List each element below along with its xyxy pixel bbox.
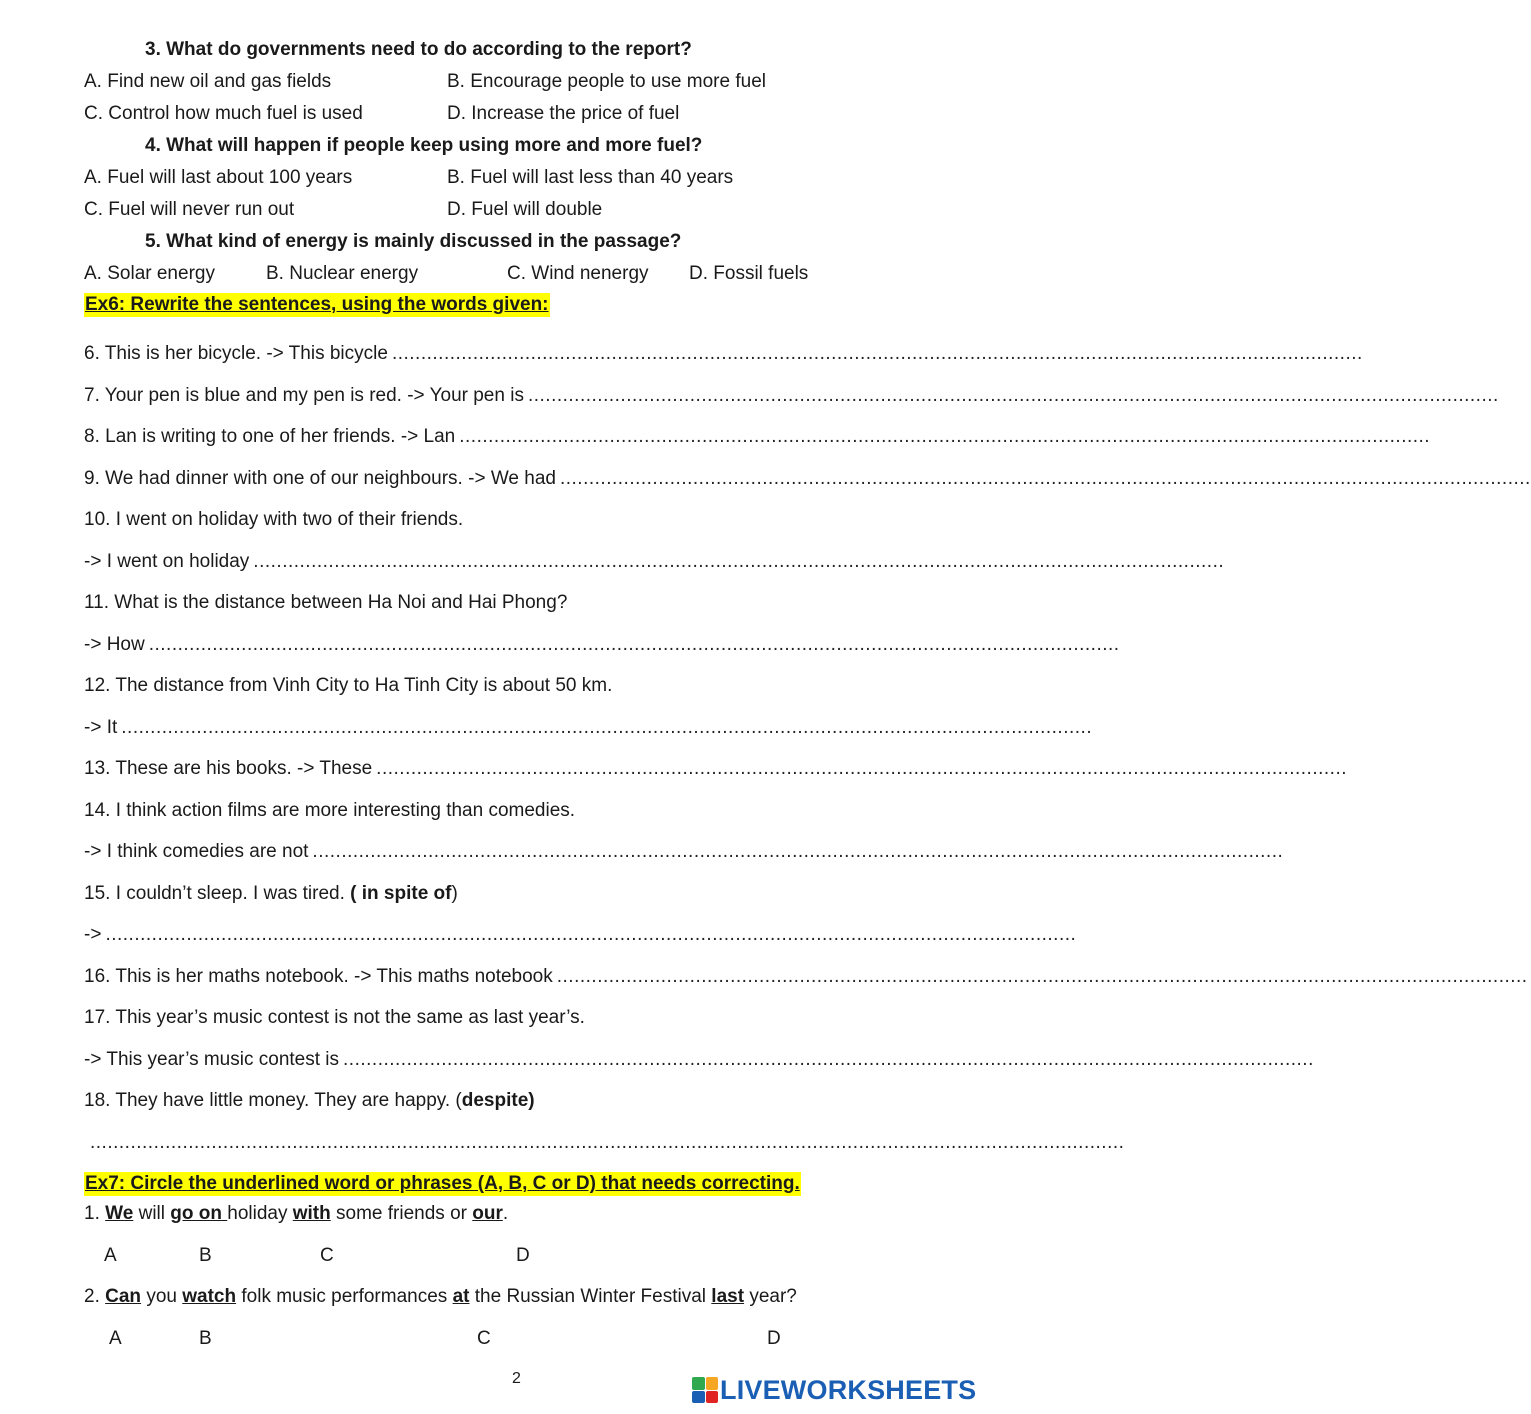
ex6-item-10-text: 10. I went on holiday with two of their friends.	[84, 509, 464, 530]
ex7-q1-text-2: holiday	[227, 1203, 293, 1224]
logo-square-2	[706, 1377, 719, 1390]
ex7-q1-part-d[interactable]: our	[472, 1203, 503, 1224]
ex6-item-11	[84, 632, 1120, 658]
ex7-q2-part-c[interactable]: at	[452, 1286, 470, 1307]
ex6-item-11-text: 11. What is the distance between Ha Noi and Hai Phong?	[84, 592, 568, 613]
ex7-q1-label-c: C	[320, 1245, 334, 1266]
ex7-q1-text-1: will	[133, 1203, 171, 1224]
ex6-item-9-answer-line[interactable]: ........................................................................................................................................................................	[559, 468, 1531, 489]
ex6-item-12	[84, 715, 1093, 741]
question-4: 4. What will happen if people keep using more and more fuel?	[145, 135, 703, 156]
ex6-item-15-close: )	[451, 883, 458, 904]
question-3: 3. What do governments need to do according to the report?	[145, 39, 692, 60]
ex6-item-14	[84, 839, 1284, 865]
ex6-item-10-prompt: -> I went on holiday	[84, 551, 250, 572]
ex6-item-14-answer-line[interactable]: ........................................................................................................................................................................	[312, 841, 1284, 862]
logo-square-3	[692, 1391, 705, 1404]
page-number: 2	[512, 1370, 521, 1387]
ex6-item-14-prompt: -> I think comedies are not	[84, 841, 309, 862]
question-5: 5. What kind of energy is mainly discussed in the passage?	[145, 231, 682, 252]
ex6-item-6	[84, 341, 1363, 367]
liveworksheets-logo-icon	[692, 1377, 718, 1403]
ex6-item-17	[84, 1047, 1314, 1073]
ex7-q1-text-3: some friends or	[330, 1203, 473, 1224]
liveworksheets-logo-text: LIVEWORKSHEETS	[720, 1374, 977, 1405]
ex6-item-15-prompt: ->	[84, 924, 102, 945]
ex6-item-13	[84, 756, 1348, 782]
ex7-q1-part-b[interactable]: go on	[170, 1203, 228, 1224]
ex7-q1-label-d: D	[516, 1245, 530, 1266]
logo-square-4	[706, 1391, 719, 1404]
q3-option-d[interactable]: D. Increase the price of fuel	[447, 103, 680, 124]
ex7-q1-label-a: A	[104, 1245, 117, 1266]
liveworksheets-logo[interactable]	[692, 1374, 976, 1406]
ex6-item-18-hint: despite)	[461, 1090, 535, 1111]
ex6-item-15	[84, 922, 1077, 948]
ex6-item-17-prompt: -> This year’s music contest is	[84, 1049, 340, 1070]
logo-square-1	[692, 1377, 705, 1390]
ex6-item-7-answer-line[interactable]: ........................................................................................................................................................................	[527, 385, 1499, 406]
ex6-item-18-answer-line[interactable]: ...................................................................................................................................................................................	[90, 1132, 1125, 1153]
ex6-item-18-sentence: 18. They have little money. They are happy. (	[84, 1090, 462, 1111]
q5-option-d[interactable]: D. Fossil fuels	[689, 263, 809, 284]
ex6-item-12-prompt: -> It	[84, 717, 118, 738]
ex6-item-8-answer-line[interactable]: ........................................................................................................................................................................	[459, 426, 1431, 447]
ex7-q2-part-d[interactable]: last	[711, 1286, 745, 1307]
ex6-item-18	[90, 1130, 1125, 1156]
ex6-item-12-text: 12. The distance from Vinh City to Ha Tinh City is about 50 km.	[84, 675, 613, 696]
ex7-q2-part-b[interactable]: watch	[182, 1286, 237, 1307]
ex7-q1-part-c[interactable]: with	[292, 1203, 331, 1224]
q3-option-c[interactable]: C. Control how much fuel is used	[84, 103, 363, 124]
ex6-item-13-text: 13. These are his books. -> These	[84, 758, 373, 779]
ex6-item-8	[84, 424, 1431, 450]
ex6-item-15-text	[84, 881, 912, 907]
ex6-item-10-answer-line[interactable]: ........................................................................................................................................................................	[253, 551, 1225, 572]
ex6-item-6-answer-line[interactable]: ........................................................................................................................................................................	[391, 343, 1363, 364]
ex7-q2-label-c: C	[477, 1328, 491, 1349]
ex6-item-12-answer-line[interactable]: ........................................................................................................................................................................	[121, 717, 1093, 738]
ex6-title: Ex6: Rewrite the sentences, using the words given:	[85, 294, 549, 315]
ex7-question-2	[84, 1284, 912, 1310]
ex7-q2-text-1: you	[141, 1286, 183, 1307]
ex7-q1-text-4: .	[502, 1203, 509, 1224]
ex6-item-18-text	[84, 1088, 912, 1114]
ex6-item-15-sentence: 15. I couldn’t sleep. I was tired.	[84, 883, 345, 904]
ex7-q2-label-d: D	[767, 1328, 781, 1349]
ex7-q1-label-b: B	[199, 1245, 212, 1266]
ex6-item-15-answer-line[interactable]: ........................................................................................................................................................................	[105, 924, 1077, 945]
q4-option-d[interactable]: D. Fuel will double	[447, 199, 603, 220]
q3-option-b[interactable]: B. Encourage people to use more fuel	[447, 71, 766, 92]
ex6-item-11-prompt: -> How	[84, 634, 145, 655]
q3-option-a[interactable]: A. Find new oil and gas fields	[84, 71, 332, 92]
ex6-item-9-text: 9. We had dinner with one of our neighbours. -> We had	[84, 468, 556, 489]
ex6-item-16-answer-line[interactable]: ........................................................................................................................................................................	[556, 966, 1528, 987]
q4-option-c[interactable]: C. Fuel will never run out	[84, 199, 295, 220]
q4-option-a[interactable]: A. Fuel will last about 100 years	[84, 167, 353, 188]
ex6-item-17-text: 17. This year’s music contest is not the same as last year’s.	[84, 1007, 585, 1028]
ex7-q1-part-a[interactable]: We	[105, 1203, 134, 1224]
ex6-item-14-text: 14. I think action films are more interesting than comedies.	[84, 800, 576, 821]
ex6-item-11-answer-line[interactable]: ........................................................................................................................................................................	[148, 634, 1120, 655]
q5-option-a[interactable]: A. Solar energy	[84, 263, 215, 284]
q4-option-b[interactable]: B. Fuel will last less than 40 years	[447, 167, 734, 188]
ex6-item-10	[84, 549, 1225, 575]
ex6-item-7	[84, 383, 1499, 409]
ex7-q2-number: 2.	[84, 1286, 100, 1307]
q5-option-b[interactable]: B. Nuclear energy	[266, 263, 419, 284]
ex6-item-17-answer-line[interactable]: ........................................................................................................................................................................	[343, 1049, 1314, 1070]
q5-option-c[interactable]: C. Wind nenergy	[507, 263, 649, 284]
ex6-item-13-answer-line[interactable]: ........................................................................................................................................................................	[376, 758, 1348, 779]
ex7-q2-text-2: folk music performances	[236, 1286, 453, 1307]
ex7-q2-text-3: the Russian Winter Festival	[469, 1286, 712, 1307]
ex7-question-1	[84, 1201, 912, 1227]
ex6-item-8-text: 8. Lan is writing to one of her friends. -> Lan	[84, 426, 456, 447]
ex6-item-15-hint: ( in spite of	[350, 883, 452, 904]
ex7-title: Ex7: Circle the underlined word or phrases (A, B, C or D) that needs correcting.	[85, 1173, 800, 1194]
ex6-item-16	[84, 964, 1528, 990]
ex7-q2-part-a[interactable]: Can	[105, 1286, 142, 1307]
ex7-q1-number: 1.	[84, 1203, 100, 1224]
ex6-item-7-text: 7. Your pen is blue and my pen is red. -> Your pen is	[84, 385, 524, 406]
ex6-item-9	[84, 466, 1531, 492]
ex7-q2-label-b: B	[199, 1328, 212, 1349]
ex7-q2-text-4: year?	[744, 1286, 797, 1307]
ex6-item-16-text: 16. This is her maths notebook. -> This maths notebook	[84, 966, 553, 987]
ex6-item-6-text: 6. This is her bicycle. -> This bicycle	[84, 343, 388, 364]
ex7-q2-label-a: A	[109, 1328, 122, 1349]
